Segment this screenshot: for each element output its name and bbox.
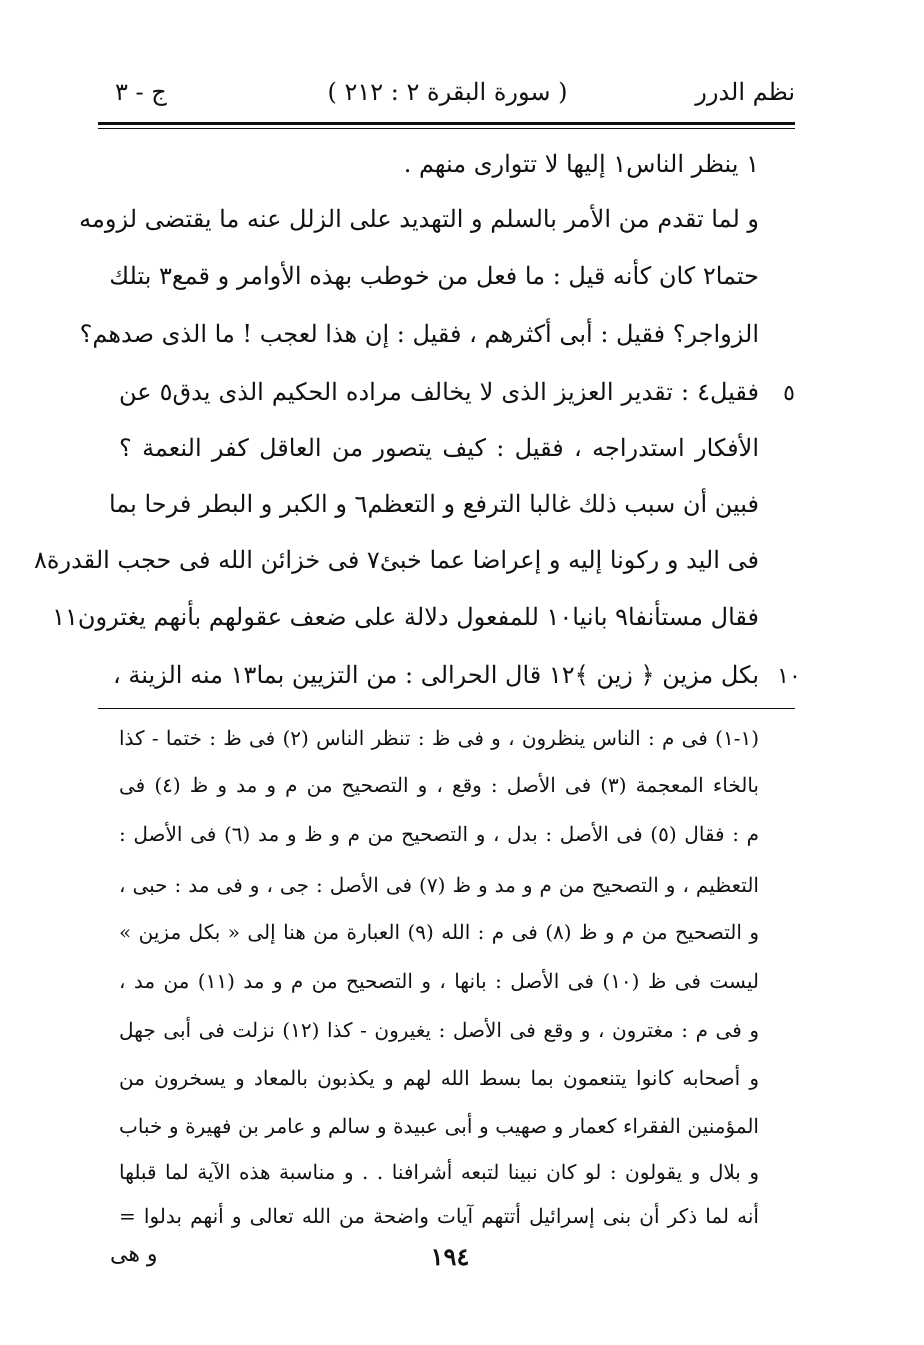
text-line: و لما تقدم من الأمر بالسلم و التهديد على الزلل عنه ما يقتضى لزومه xyxy=(79,205,759,233)
text-line: فبين أن سبب ذلك غالبا الترفع و التعظم٦ و الكبر و البطر فرحا بما xyxy=(108,490,759,518)
catchword: و هى xyxy=(110,1242,158,1267)
text-line: الزواجر؟ فقيل : أبى أكثرهم ، فقيل : إن هذا لعجب ! ما الذى صدهم؟ xyxy=(79,320,759,348)
text-line: فقيل٤ : تقدير العزيز الذى لا يخالف مراده الحكيم الذى يدق٥ عن xyxy=(119,378,760,406)
header-rule-thin xyxy=(98,128,795,129)
running-header xyxy=(100,72,795,116)
footnote-line: و أصحابه كانوا يتنعمون بما بسط الله لهم و يكذبون بالمعاد و يسخرون من xyxy=(119,1066,759,1090)
footnote-rule xyxy=(98,708,795,709)
text-line: فقال مستأنفا٩ بانيا١٠ للمفعول دلالة على ضعف عقولهم بأنهم يغترون١١ xyxy=(52,603,759,631)
footnote-line: أنه لما ذكر أن بنى إسرائيل أتتهم آيات واضحة من الله تعالى و أنهم بدلوا = xyxy=(119,1204,759,1228)
volume-number: ج - ٣ xyxy=(115,78,167,106)
footnote-line: و فى م : مغترون ، و وقع فى الأصل : يغيرون - كذا (١٢) نزلت فى أبى جهل xyxy=(119,1018,759,1042)
footnote-line: المؤمنين الفقراء كعمار و صهيب و أبى عبيدة و سالم و عامر بن فهيرة و خباب xyxy=(119,1114,759,1138)
text-line: الأفكار استدراجه ، فقيل : كيف يتصور من العاقل كفر النعمة ؟ xyxy=(119,434,759,462)
text-line: حتما٢ كان كأنه قيل : ما فعل من خوطب بهذه الأوامر و قمع٣ بتلك xyxy=(109,262,759,290)
book-title: نظم الدرر xyxy=(695,78,795,106)
footnote-line: م : فقال (٥) فى الأصل : بدل ، و التصحيح من م و ظ و مد (٦) فى الأصل : xyxy=(119,822,760,846)
page-number: ١٩٤ xyxy=(430,1242,470,1271)
text-line: بكل مزين ﴿ زين ﴾١٢ قال الحرالى : من التزيين بما١٣ منه الزينة ، xyxy=(113,661,759,689)
text-line: فى اليد و ركونا إليه و إعراضا عما خبئ٧ فى خزائن الله فى حجب القدرة٨ xyxy=(34,546,759,574)
line-number-10: ١٠ xyxy=(777,664,801,689)
text-line: ١ ينظر الناس١ إليها لا تتوارى منهم . xyxy=(403,150,759,178)
footnote-line: و بلال و يقولون : لو كان نبينا لتبعه أشرافنا . . و مناسبة هذه الآية لما قبلها xyxy=(119,1160,759,1184)
header-rule-thick xyxy=(98,122,795,125)
surah-reference: ( سورة البقرة ٢ : ٢١٢ ) xyxy=(327,78,568,106)
footnote-line: التعظيم ، و التصحيح من م و مد و ظ (٧) فى الأصل : جى ، و فى مد : حبى ، xyxy=(119,873,759,897)
footnote-line: بالخاء المعجمة (٣) فى الأصل : وقع ، و التصحيح من م و مد و ظ (٤) فى xyxy=(119,773,759,797)
footnote-line: ليست فى ظ (١٠) فى الأصل : بانها ، و التصحيح من م و مد (١١) من مد ، xyxy=(119,969,759,993)
footnote-line: (١-١) فى م : الناس ينظرون ، و فى ظ : تنظر الناس (٢) فى ظ : ختما - كذا xyxy=(119,726,760,750)
footnote-line: و التصحيح من م و ظ (٨) فى م : الله (٩) العبارة من هنا إلى « بكل مزين » xyxy=(119,920,759,944)
line-number-5: ٥ xyxy=(783,381,795,406)
